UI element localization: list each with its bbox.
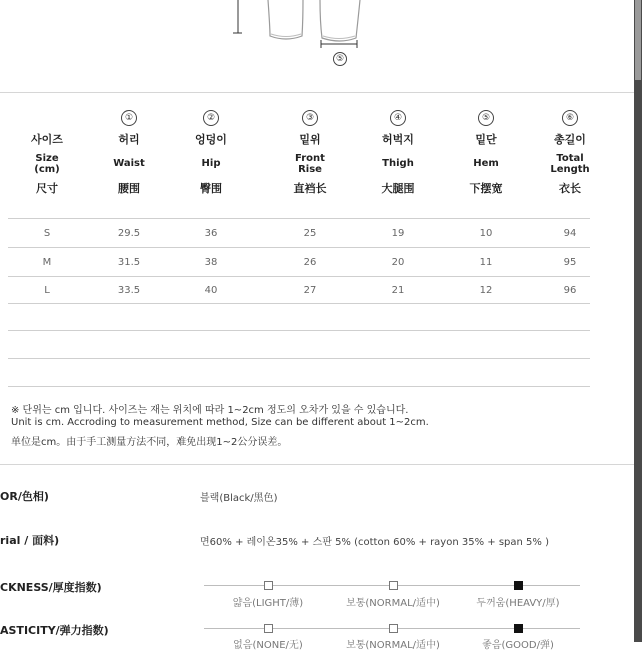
header-ko: 엉덩이	[195, 133, 227, 146]
header-cn: 直裆长	[293, 182, 327, 195]
cell-total-length: 94	[563, 228, 577, 239]
size-col-en: Size (cm)	[34, 153, 60, 175]
header-ko: 총길이	[554, 133, 586, 146]
header-cn: 臀围	[200, 182, 222, 195]
divider	[0, 92, 634, 93]
color-value: 블랙(Black/黑色)	[200, 493, 278, 504]
header-num: ⑥	[562, 110, 578, 126]
cell-thigh: 21	[391, 285, 405, 296]
header-ko: 허리	[118, 133, 140, 146]
cell-waist: 33.5	[117, 285, 141, 296]
size-col-ko: 사이즈	[31, 133, 63, 146]
cell-total-length: 95	[563, 257, 577, 268]
cell-front-rise: 27	[303, 285, 317, 296]
header-en: Hem	[473, 158, 499, 169]
header-num: ④	[390, 110, 406, 126]
cell-hip: 38	[204, 257, 218, 268]
row-divider	[8, 386, 590, 387]
divider	[0, 464, 634, 465]
header-ko: 허벅지	[382, 133, 414, 146]
cell-hem: 12	[479, 285, 493, 296]
header-cn: 大腿围	[381, 182, 415, 195]
pants-measurement-illustration	[0, 0, 634, 92]
header-ko: 밑단	[475, 133, 497, 146]
header-en: Waist	[113, 158, 145, 169]
elasticity-label: ASTICITY/弹力指数)	[0, 624, 109, 637]
cell-waist: 29.5	[117, 228, 141, 239]
row-size: S	[43, 228, 51, 239]
row-divider	[8, 247, 590, 248]
cell-hip: 36	[204, 228, 218, 239]
header-en: Thigh	[382, 158, 414, 169]
header-num: ⑤	[478, 110, 494, 126]
header-ko: 밑위	[299, 133, 321, 146]
note-chinese: 单位是cm。由于手工测量方法不同，难免出现1~2公分误差。	[11, 437, 288, 448]
elasticity-option-label: 보통(NORMAL/适中)	[346, 640, 440, 651]
thickness-option-box[interactable]	[389, 581, 398, 590]
header-num: ②	[203, 110, 219, 126]
material-value: 면60% + 레이온35% + 스판 5% (cotton 60% + rayon 35% + span 5% )	[200, 537, 549, 548]
header-num: ③	[302, 110, 318, 126]
row-divider	[8, 276, 590, 277]
row-divider	[8, 303, 590, 304]
header-en: Total Length	[550, 153, 590, 175]
cell-thigh: 20	[391, 257, 405, 268]
row-divider	[8, 358, 590, 359]
thickness-option-label: 얇음(LIGHT/薄)	[232, 598, 304, 609]
cell-hem: 11	[479, 257, 493, 268]
scrollbar[interactable]	[634, 0, 642, 642]
cell-hip: 40	[204, 285, 218, 296]
header-num: ①	[121, 110, 137, 126]
row-size: M	[42, 257, 52, 268]
cell-hem: 10	[479, 228, 493, 239]
cell-front-rise: 25	[303, 228, 317, 239]
thickness-label: CKNESS/厚度指数)	[0, 581, 102, 594]
elasticity-option-label: 없음(NONE/无)	[233, 640, 303, 651]
cell-thigh: 19	[391, 228, 405, 239]
cell-front-rise: 26	[303, 257, 317, 268]
cell-total-length: 96	[563, 285, 577, 296]
header-cn: 下摆宽	[469, 182, 503, 195]
header-cn: 衣长	[559, 182, 581, 195]
elasticity-option-box[interactable]	[389, 624, 398, 633]
elasticity-option-box-selected[interactable]	[514, 624, 523, 633]
thickness-option-box[interactable]	[264, 581, 273, 590]
cell-waist: 31.5	[117, 257, 141, 268]
header-cn: 腰围	[118, 182, 140, 195]
row-size: L	[44, 285, 50, 296]
thickness-option-box-selected[interactable]	[514, 581, 523, 590]
elasticity-option-box[interactable]	[264, 624, 273, 633]
color-label: OR/色相)	[0, 490, 49, 503]
note-english: Unit is cm. Accroding to measurement method, Size can be different about 1~2cm.	[11, 417, 429, 428]
header-en: Hip	[201, 158, 221, 169]
thickness-option-label: 두꺼움(HEAVY/厚)	[476, 598, 560, 609]
elasticity-option-label: 좋음(GOOD/弹)	[482, 640, 554, 651]
note-korean: ※ 단위는 cm 입니다. 사이즈는 재는 위치에 따라 1~2cm 정도의 오차가 있을 수 있습니다.	[11, 405, 409, 416]
material-label: rial / 面料)	[0, 534, 60, 547]
size-col-cn: 尺寸	[36, 182, 58, 195]
header-en: Front Rise	[295, 153, 325, 175]
thickness-option-label: 보통(NORMAL/适中)	[346, 598, 440, 609]
row-divider	[8, 330, 590, 331]
hem-marker: ⑤	[333, 52, 347, 66]
table-header-divider	[8, 218, 590, 219]
scrollbar-thumb[interactable]	[635, 0, 641, 80]
